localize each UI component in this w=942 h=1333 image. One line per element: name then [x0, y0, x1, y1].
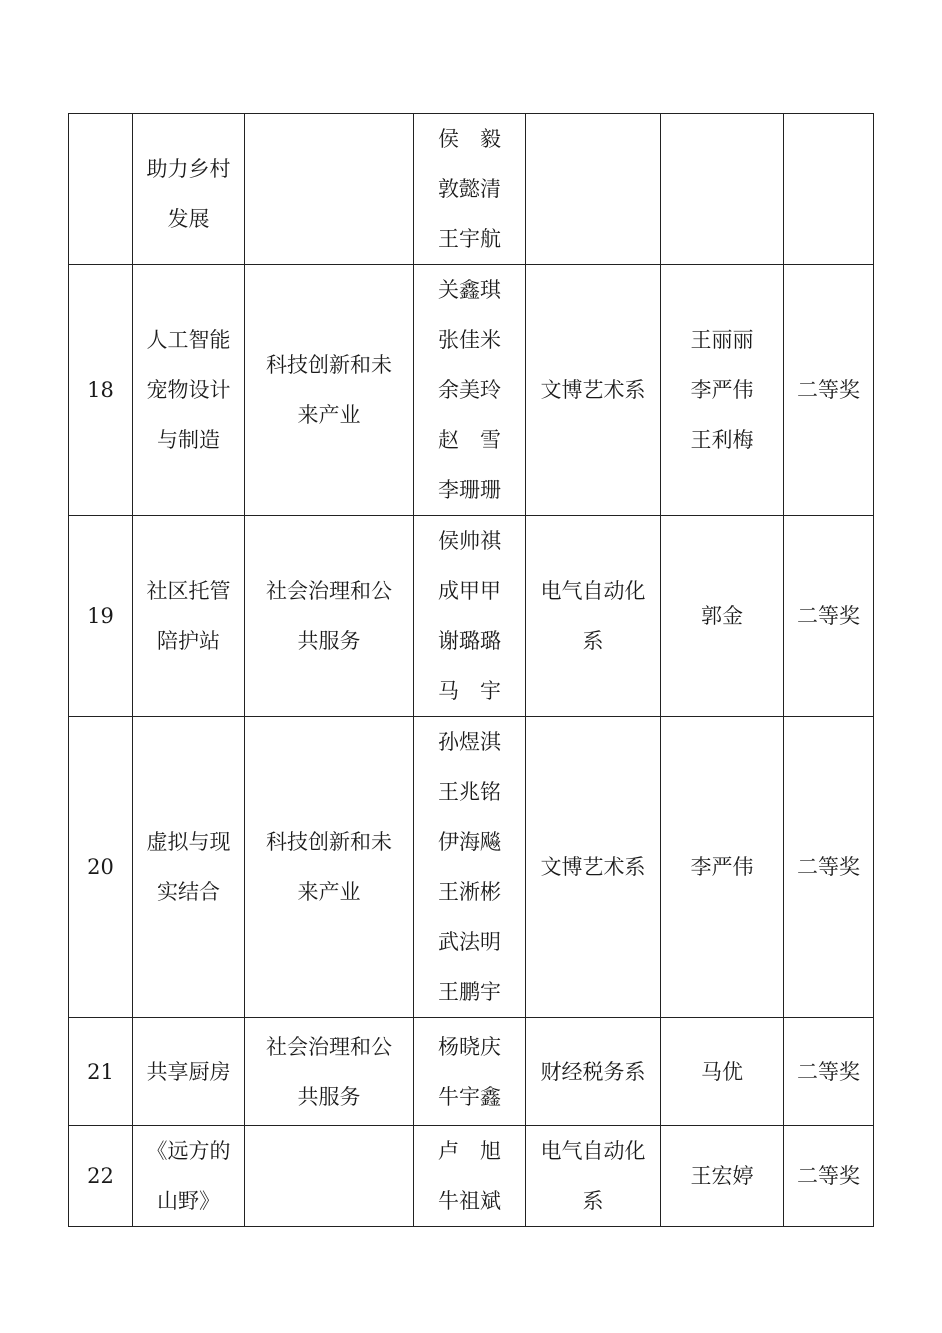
advisors-lines [661, 315, 783, 465]
table-body [69, 114, 874, 1227]
members-cell [414, 114, 526, 265]
advisors-lines [661, 1151, 783, 1201]
project-name-cell [133, 265, 245, 516]
members-line: 谢璐璐 [438, 629, 501, 653]
advisors-line: 马优 [701, 1059, 743, 1084]
project-name-line: 助力乡村 [146, 157, 231, 181]
members-line: 王鹏宇 [438, 980, 501, 1004]
members-line: 卢 旭 [438, 1139, 501, 1163]
row-number-cell [69, 114, 133, 265]
project-name-line: 山野》 [157, 1189, 220, 1213]
category-cell [245, 516, 414, 717]
department-line: 文博艺术系 [540, 855, 646, 879]
project-name-line: 发展 [167, 207, 210, 231]
category-lines [245, 566, 413, 666]
advisors-cell [661, 114, 784, 265]
advisors-line: 王利梅 [690, 428, 754, 452]
award-cell: 二等奖 [784, 265, 874, 516]
department-cell [526, 114, 661, 265]
category-line: 来产业 [297, 403, 361, 427]
members-line: 王宇航 [438, 227, 501, 251]
members-line: 赵 雪 [438, 428, 501, 452]
advisors-cell [661, 717, 784, 1018]
category-cell [245, 1018, 414, 1126]
project-name-line: 与制造 [157, 428, 220, 452]
awards-table [68, 113, 874, 1227]
department-lines [526, 1126, 660, 1226]
members-cell [414, 516, 526, 717]
category-cell [245, 1126, 414, 1227]
award-cell: 二等奖 [784, 516, 874, 717]
project-name-cell [133, 114, 245, 265]
advisors-line: 李严伟 [690, 378, 754, 402]
advisors-line: 李严伟 [690, 855, 754, 879]
department-lines [526, 842, 660, 892]
members-lines [414, 1022, 525, 1122]
project-name-lines [133, 134, 244, 244]
department-cell [526, 516, 661, 717]
project-name-line: 《远方的 [146, 1139, 231, 1163]
project-name-line: 宠物设计 [146, 378, 231, 402]
award-cell: 二等奖 [784, 717, 874, 1018]
project-name-line: 人工智能 [146, 328, 231, 352]
table-row [69, 717, 874, 1018]
members-line: 牛宇鑫 [438, 1084, 501, 1109]
advisors-lines [661, 1047, 783, 1097]
award-cell [784, 114, 874, 265]
members-line: 王淅彬 [438, 880, 501, 904]
members-line: 侯 毅 [438, 127, 501, 151]
project-name-cell [133, 1126, 245, 1227]
department-line: 电气自动化 [540, 579, 646, 603]
row-number-cell: 20 [69, 717, 133, 1018]
members-line: 侯帅祺 [438, 529, 501, 553]
department-lines [526, 365, 660, 415]
department-line: 系 [582, 629, 604, 653]
members-line: 李珊珊 [438, 478, 501, 502]
advisors-cell [661, 265, 784, 516]
project-name-lines [133, 817, 244, 917]
table-row [69, 1126, 874, 1227]
project-name-cell [133, 516, 245, 717]
members-line: 关鑫琪 [438, 278, 501, 302]
department-line: 文博艺术系 [540, 378, 646, 402]
department-cell [526, 717, 661, 1018]
members-cell [414, 1126, 526, 1227]
advisors-cell [661, 1018, 784, 1126]
table-row [69, 516, 874, 717]
category-line: 共服务 [297, 629, 361, 653]
category-cell [245, 717, 414, 1018]
advisors-lines [661, 591, 783, 641]
project-name-line: 实结合 [157, 880, 220, 904]
project-name-lines [133, 315, 244, 465]
project-name-lines [133, 1047, 244, 1097]
members-line: 马 宇 [438, 679, 501, 703]
members-line: 伊海飚 [438, 830, 501, 854]
members-line: 敦懿清 [438, 177, 501, 201]
category-line: 社会治理和公 [266, 1034, 392, 1059]
department-lines [526, 566, 660, 666]
category-line: 来产业 [297, 880, 361, 904]
department-cell [526, 265, 661, 516]
department-line: 财经税务系 [540, 1059, 646, 1084]
members-lines [414, 114, 525, 264]
members-cell [414, 717, 526, 1018]
row-number-cell: 22 [69, 1126, 133, 1227]
members-cell [414, 1018, 526, 1126]
members-line: 张佳米 [438, 328, 501, 352]
members-line: 杨晓庆 [438, 1034, 501, 1059]
award-cell: 二等奖 [784, 1126, 874, 1227]
advisors-line: 王丽丽 [690, 328, 754, 352]
category-line: 科技创新和未 [266, 830, 392, 854]
category-line: 科技创新和未 [266, 353, 392, 377]
category-lines [245, 817, 413, 917]
department-line: 系 [582, 1189, 604, 1213]
project-name-line: 共享厨房 [146, 1059, 231, 1084]
department-cell [526, 1018, 661, 1126]
department-line: 电气自动化 [540, 1139, 646, 1163]
members-line: 王兆铭 [438, 780, 501, 804]
members-line: 孙煜淇 [438, 730, 501, 754]
category-line: 社会治理和公 [266, 579, 392, 603]
project-name-line: 陪护站 [157, 629, 220, 653]
advisors-line: 郭金 [701, 604, 743, 628]
row-number-cell: 21 [69, 1018, 133, 1126]
table-row [69, 265, 874, 516]
row-number-cell: 19 [69, 516, 133, 717]
table-row [69, 1018, 874, 1126]
table-row [69, 114, 874, 265]
award-cell: 二等奖 [784, 1018, 874, 1126]
members-line: 成甲甲 [438, 579, 501, 603]
members-lines [414, 265, 525, 515]
category-cell [245, 114, 414, 265]
department-cell [526, 1126, 661, 1227]
row-number-cell: 18 [69, 265, 133, 516]
members-lines [414, 717, 525, 1017]
project-name-cell [133, 1018, 245, 1126]
advisors-cell [661, 516, 784, 717]
members-cell [414, 265, 526, 516]
project-name-line: 虚拟与现 [146, 830, 231, 854]
project-name-cell [133, 717, 245, 1018]
project-name-lines [133, 1126, 244, 1226]
advisors-cell [661, 1126, 784, 1227]
members-lines [414, 516, 525, 716]
project-name-line: 社区托管 [146, 579, 231, 603]
advisors-line: 王宏婷 [690, 1164, 754, 1188]
project-name-lines [133, 566, 244, 666]
department-lines [526, 1047, 660, 1097]
advisors-lines [661, 842, 783, 892]
category-lines [245, 1022, 413, 1122]
members-lines [414, 1126, 525, 1226]
members-line: 武法明 [438, 930, 501, 954]
members-line: 牛祖斌 [438, 1189, 501, 1213]
members-line: 余美玲 [438, 378, 501, 402]
category-line: 共服务 [297, 1084, 361, 1109]
category-lines [245, 340, 413, 440]
category-cell [245, 265, 414, 516]
